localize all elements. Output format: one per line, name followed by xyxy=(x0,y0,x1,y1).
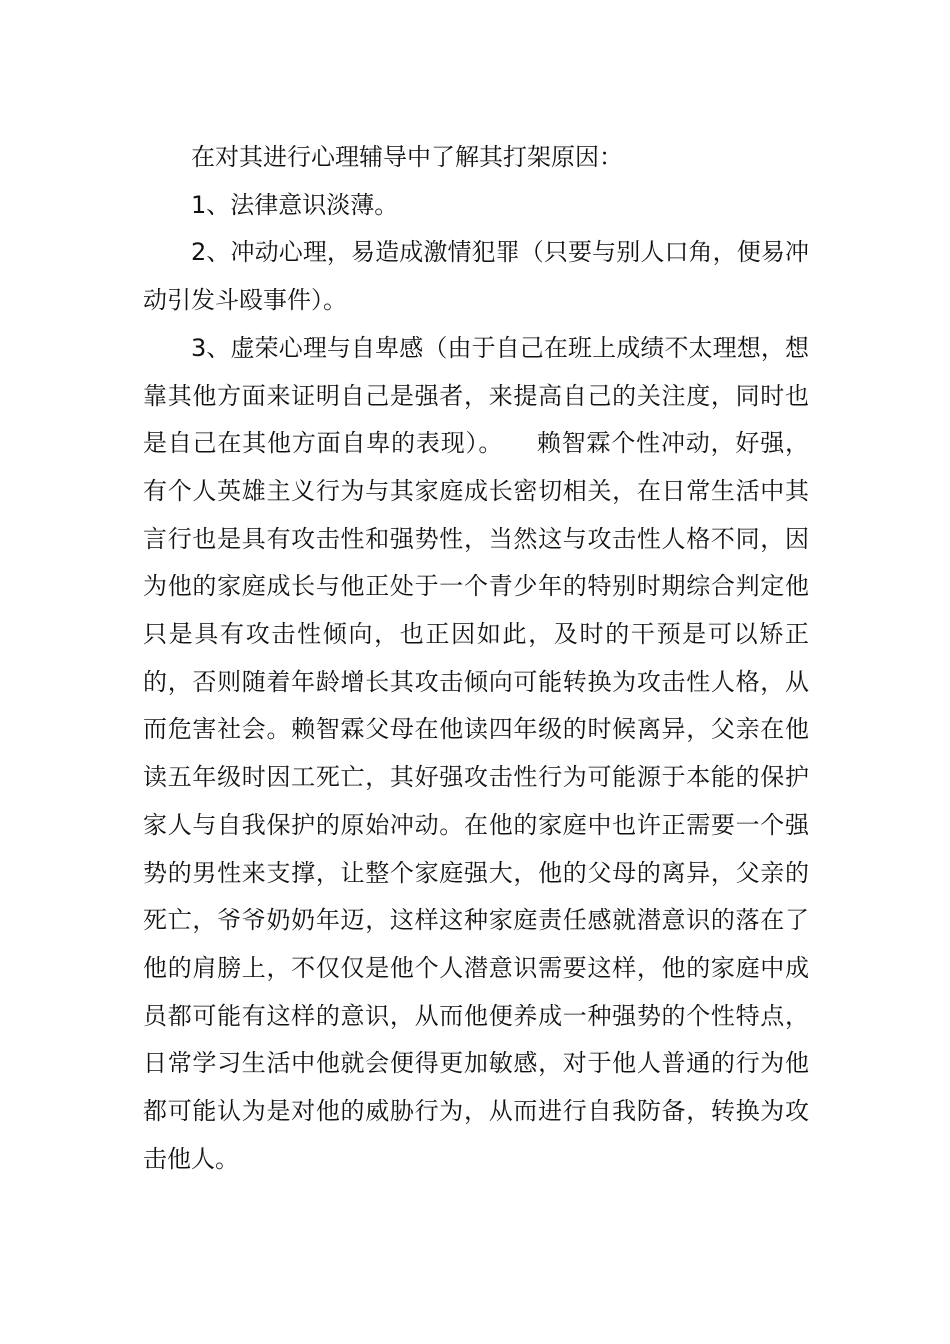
paragraph-reason-3: 3、虚荣心理与自卑感（由于自己在班上成绩不太理想，想靠其他方面来证明自己是强者，来提高自己的关注度，同时也是自己在其他方面自卑的表现）。 赖智霖个性冲动，好强，有个人英雄主义行为与其家庭成长密切相关，在日常生活中其言行也是具有攻击性和强势性，当然这与攻击性人格不同，因为他的家庭成长与他正处于一个青少年的特别时期综合判定他只是具有攻击性倾向，也正因如此，及时的干预是可以矫正的，否则随着年龄增长其攻击倾向可能转换为攻击性人格，从而危害社会。赖智霖父母在他读四年级的时候离异，父亲在他读五年级时因工死亡，其好强攻击性行为可能源于本能的保护家人与自我保护的原始冲动。在他的家庭中也许正需要一个强势的男性来支撑，让整个家庭强大，他的父母的离异，父亲的死亡，爷爷奶奶年迈，这样这种家庭责任感就潜意识的落在了他的肩膀上，不仅仅是他个人潜意识需要这样，他的家庭中成员都可能有这样的意识，从而他便养成一种强势的个性特点，日常学习生活中他就会便得更加敏感，对于他人普通的行为他都可能认为是对他的威胁行为，从而进行自我防备，转换为攻击他人。 xyxy=(143,333,809,1173)
document-body xyxy=(143,134,809,1183)
paragraph-reason-1: 1、法律意识淡薄。 xyxy=(191,190,399,219)
paragraph-intro: 在对其进行心理辅导中了解其打架原因： xyxy=(191,143,623,171)
paragraph-reason-2: 2、冲动心理，易造成激情犯罪（只要与别人口角，便易冲动引发斗殴事件）。 xyxy=(143,238,809,315)
